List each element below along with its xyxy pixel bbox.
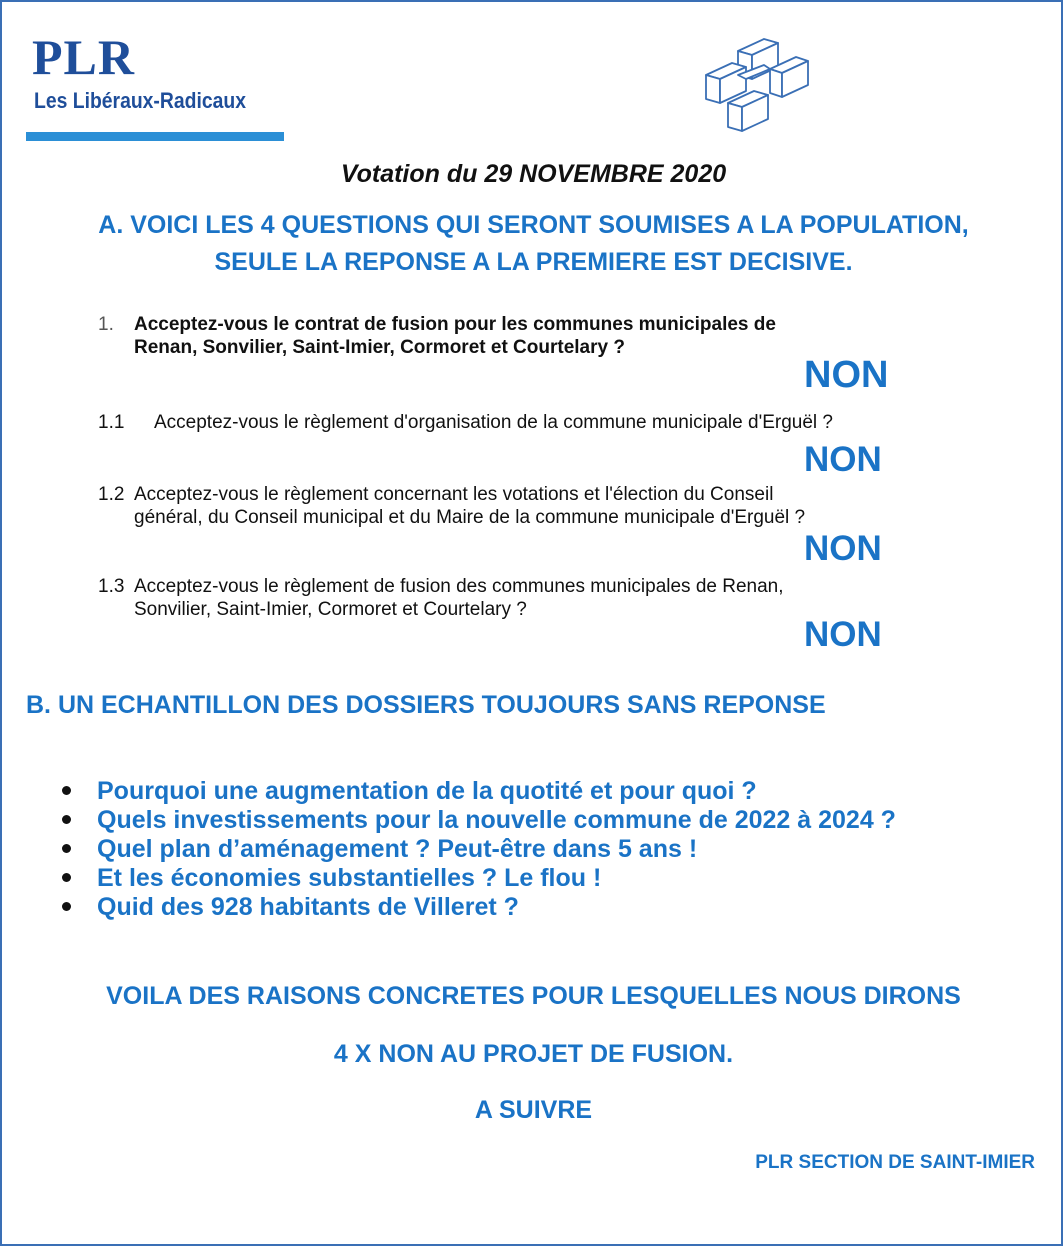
list-item-text: Et les économies substantielles ? Le flou ! bbox=[97, 864, 602, 892]
list-item-text: Quel plan d’aménagement ? Peut-être dans 5 ans ! bbox=[97, 835, 698, 863]
section-a-line1: A. VOICI LES 4 QUESTIONS QUI SERONT SOUMISES A LA POPULATION, bbox=[98, 211, 969, 239]
swiss-cross-cubes-icon bbox=[702, 29, 810, 133]
question-number: 1.2 bbox=[98, 484, 125, 505]
question-text bbox=[134, 483, 805, 529]
plr-logo-subtitle: Les Libéraux-Radicaux bbox=[34, 88, 246, 113]
question-number: 1.3 bbox=[98, 576, 125, 597]
list-item bbox=[58, 806, 958, 835]
question-number: 1.1 bbox=[98, 412, 125, 433]
vote-title: Votation du 29 NOVEMBRE 2020 bbox=[340, 160, 727, 188]
question-line1: Acceptez-vous le règlement de fusion des communes municipales de Renan, bbox=[134, 576, 784, 597]
list-item bbox=[58, 777, 958, 806]
answer-non: NON bbox=[804, 529, 882, 568]
section-a-line2: SEULE LA REPONSE A LA PREMIERE EST DECISIVE. bbox=[214, 248, 853, 276]
section-a-heading bbox=[2, 207, 1063, 281]
answer-non: NON bbox=[804, 440, 882, 479]
bullet-icon bbox=[62, 815, 71, 824]
question-line1: Acceptez-vous le règlement concernant les votations et l'élection du Conseil bbox=[134, 484, 774, 505]
question-number: 1. bbox=[98, 314, 114, 335]
bullet-icon bbox=[62, 873, 71, 882]
question-line2: Sonvilier, Saint-Imier, Cormoret et Courtelary ? bbox=[134, 599, 527, 620]
list-item-text: Quels investissements pour la nouvelle commune de 2022 à 2024 ? bbox=[97, 806, 896, 834]
list-item-text: Quid des 928 habitants de Villeret ? bbox=[97, 893, 519, 921]
list-item bbox=[58, 864, 958, 893]
bullet-icon bbox=[62, 844, 71, 853]
plr-logo-text: PLR bbox=[32, 29, 135, 85]
question-line2: général, du Conseil municipal et du Maire de la commune municipale d'Erguël ? bbox=[134, 507, 806, 528]
conclusion-line3: A SUIVRE bbox=[474, 1096, 593, 1124]
signature: PLR SECTION DE SAINT-IMIER bbox=[755, 1152, 1035, 1173]
list-item-text: Pourquoi une augmentation de la quotité et pour quoi ? bbox=[97, 777, 757, 805]
list-item bbox=[58, 893, 958, 922]
answer-non: NON bbox=[804, 615, 882, 654]
open-issues-list bbox=[58, 777, 958, 922]
conclusion-line2: 4 X NON AU PROJET DE FUSION. bbox=[333, 1040, 734, 1068]
question-line2: Renan, Sonvilier, Saint-Imier, Cormoret et Courtelary ? bbox=[134, 337, 625, 358]
question-line1: Acceptez-vous le règlement d'organisation de la commune municipale d'Erguël ? bbox=[154, 412, 833, 433]
question-text bbox=[134, 575, 784, 621]
bullet-icon bbox=[62, 902, 71, 911]
list-item bbox=[58, 835, 958, 864]
question-text bbox=[154, 411, 833, 434]
conclusion-line1: VOILA DES RAISONS CONCRETES POUR LESQUELLES NOUS DIRONS bbox=[106, 982, 961, 1010]
question-line1: Acceptez-vous le contrat de fusion pour les communes municipales de bbox=[134, 314, 776, 335]
section-b-heading: B. UN ECHANTILLON DES DOSSIERS TOUJOURS SANS REPONSE bbox=[26, 691, 826, 719]
answer-non: NON bbox=[804, 354, 889, 396]
bullet-icon bbox=[62, 786, 71, 795]
plr-logo-bar bbox=[26, 132, 284, 141]
question-text bbox=[134, 313, 776, 359]
